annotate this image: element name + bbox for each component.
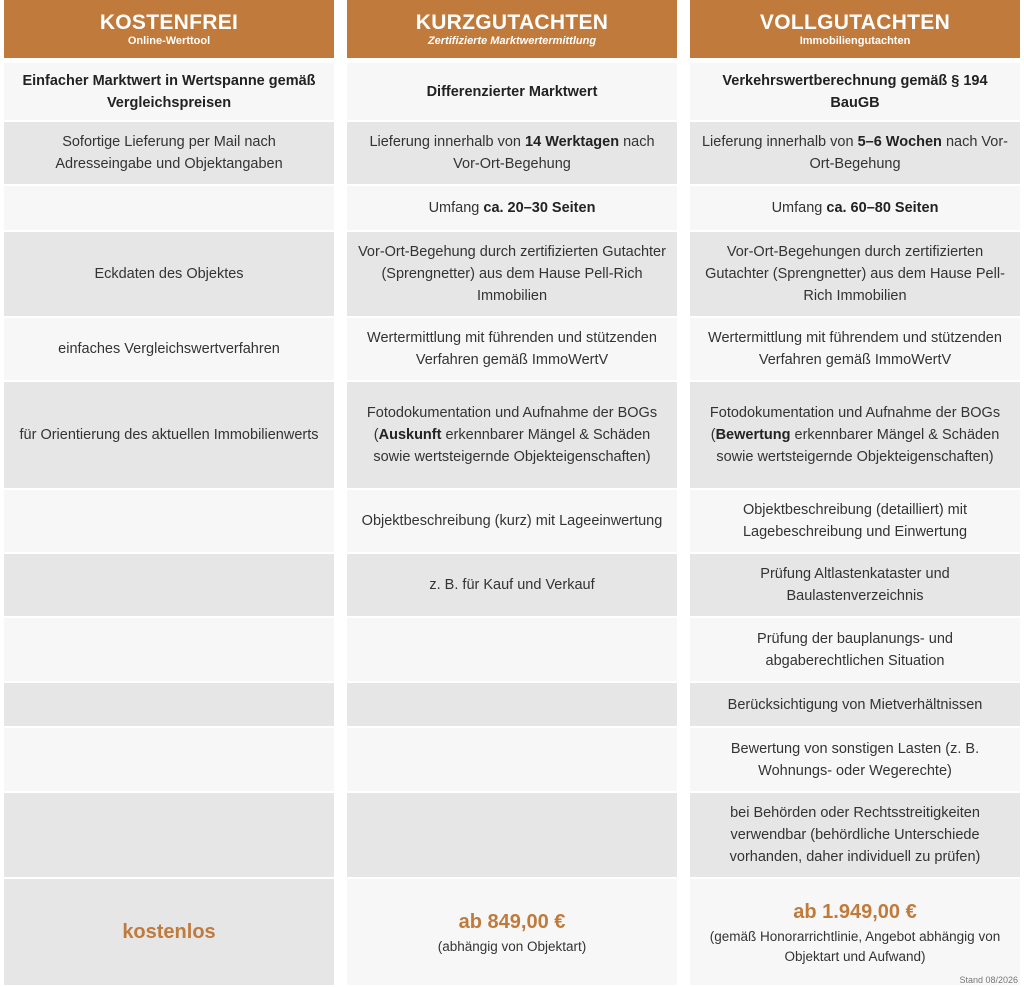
feature-cell bbox=[690, 186, 1020, 230]
feature-cell: Sofortige Lieferung per Mail nach Adresseingabe und Objektangaben bbox=[4, 122, 334, 184]
feature-cell bbox=[4, 554, 334, 616]
feature-highlight: Auskunft bbox=[378, 427, 442, 443]
feature-cell bbox=[4, 793, 334, 877]
feature-cell: Einfacher Marktwert in Wertspanne gemäß Vergleichspreisen bbox=[4, 63, 334, 120]
feature-cell bbox=[347, 728, 677, 791]
feature-text: erkennbarer Mängel & Schäden sowie wertsteigernde Objekteigenschaften) bbox=[716, 427, 1000, 465]
price-value: ab 849,00 € bbox=[458, 911, 566, 933]
feature-cell: Objektbeschreibung (kurz) mit Lageeinwertung bbox=[347, 490, 677, 552]
feature-cell bbox=[690, 122, 1020, 184]
feature-cell bbox=[347, 122, 677, 184]
price-value: ab 1.949,00 € bbox=[793, 901, 917, 923]
feature-text: Lieferung innerhalb von bbox=[701, 134, 858, 150]
feature-highlight: 14 Werktagen bbox=[525, 134, 620, 150]
feature-text: nach Vor-Ort-Begehung bbox=[809, 134, 1009, 172]
column-title: VOLLGUTACHTEN bbox=[759, 10, 951, 34]
feature-cell: Eckdaten des Objektes bbox=[4, 232, 334, 316]
feature-cell bbox=[4, 490, 334, 552]
feature-cell: z. B. für Kauf und Verkauf bbox=[347, 554, 677, 616]
feature-highlight: ca. 60–80 Seiten bbox=[826, 200, 939, 216]
feature-cell bbox=[347, 618, 677, 681]
feature-cell bbox=[347, 793, 677, 877]
feature-cell: einfaches Vergleichswertverfahren bbox=[4, 318, 334, 380]
feature-highlight: ca. 20–30 Seiten bbox=[483, 200, 596, 216]
feature-cell bbox=[4, 683, 334, 726]
feature-cell: Vor-Ort-Begehung durch zertifizierten Gutachter (Sprengnetter) aus dem Hause Pell-Rich Immobilien bbox=[347, 232, 677, 316]
feature-cell bbox=[4, 728, 334, 791]
feature-cell bbox=[4, 618, 334, 681]
feature-cell bbox=[347, 186, 677, 230]
column-title: KOSTENFREI bbox=[99, 10, 239, 34]
feature-text: Umfang bbox=[771, 200, 827, 216]
feature-highlight: 5–6 Wochen bbox=[857, 134, 942, 150]
column-kostenfrei bbox=[4, 0, 334, 943]
feature-cell: Verkehrswertberechnung gemäß § 194 BauGB bbox=[690, 63, 1020, 120]
column-header bbox=[690, 0, 1020, 58]
stand-date: Stand 08/2026 bbox=[959, 975, 1018, 985]
price-cell bbox=[4, 879, 334, 985]
price-cell bbox=[690, 879, 1020, 985]
feature-cell: für Orientierung des aktuellen Immobilienwerts bbox=[4, 382, 334, 488]
column-subtitle: Zertifizierte Marktwertermittlung bbox=[427, 34, 597, 47]
feature-cell: Prüfung der bauplanungs- und abgaberechtlichen Situation bbox=[690, 618, 1020, 681]
price-note: (abhängig von Objektart) bbox=[437, 939, 587, 954]
feature-cell bbox=[347, 683, 677, 726]
feature-text: Lieferung innerhalb von bbox=[369, 134, 526, 150]
column-header bbox=[347, 0, 677, 58]
feature-cell bbox=[690, 382, 1020, 488]
feature-cell: Differenzierter Marktwert bbox=[347, 63, 677, 120]
feature-cell: bei Behörden oder Rechtsstreitigkeiten verwendbar (behördliche Unterschiede vorhanden, daher individuell zu prüfen) bbox=[690, 793, 1020, 877]
feature-text: Fotodokumentation und Aufnahme der BOGs ( bbox=[709, 405, 1001, 443]
feature-text: Fotodokumentation und Aufnahme der BOGs ( bbox=[366, 405, 658, 443]
feature-text: nach Vor-Ort-Begehung bbox=[453, 134, 655, 172]
feature-cell: Wertermittlung mit führendem und stützenden Verfahren gemäß ImmoWertV bbox=[690, 318, 1020, 380]
column-subtitle: Immobiliengutachten bbox=[799, 34, 911, 47]
feature-cell: Berücksichtigung von Mietverhältnissen bbox=[690, 683, 1020, 726]
feature-cell bbox=[4, 186, 334, 230]
feature-text: erkennbarer Mängel & Schäden sowie wertsteigernde Objekteigenschaften) bbox=[373, 427, 651, 465]
feature-text: Umfang bbox=[428, 200, 484, 216]
column-subtitle: Online-Werttool bbox=[127, 34, 211, 47]
price-value: kostenlos bbox=[122, 921, 216, 943]
feature-cell bbox=[347, 382, 677, 488]
column-vollgutachten bbox=[690, 0, 1020, 964]
price-note: (gemäß Honorarrichtlinie, Angebot abhängig von Objektart und Aufwand) bbox=[709, 929, 1001, 964]
feature-cell: Prüfung Altlastenkataster und Baulastenverzeichnis bbox=[690, 554, 1020, 616]
feature-cell: Vor-Ort-Begehungen durch zertifizierten Gutachter (Sprengnetter) aus dem Hause Pell-Rich Immobilien bbox=[690, 232, 1020, 316]
column-title: KURZGUTACHTEN bbox=[415, 10, 609, 34]
column-header bbox=[4, 0, 334, 58]
feature-cell: Bewertung von sonstigen Lasten (z. B. Wohnungs- oder Wegerechte) bbox=[690, 728, 1020, 791]
feature-cell: Wertermittlung mit führenden und stützenden Verfahren gemäß ImmoWertV bbox=[347, 318, 677, 380]
feature-cell: Objektbeschreibung (detailliert) mit Lagebeschreibung und Einwertung bbox=[690, 490, 1020, 552]
column-kurzgutachten bbox=[347, 0, 677, 954]
feature-highlight: Bewertung bbox=[715, 427, 791, 443]
price-cell bbox=[347, 879, 677, 985]
